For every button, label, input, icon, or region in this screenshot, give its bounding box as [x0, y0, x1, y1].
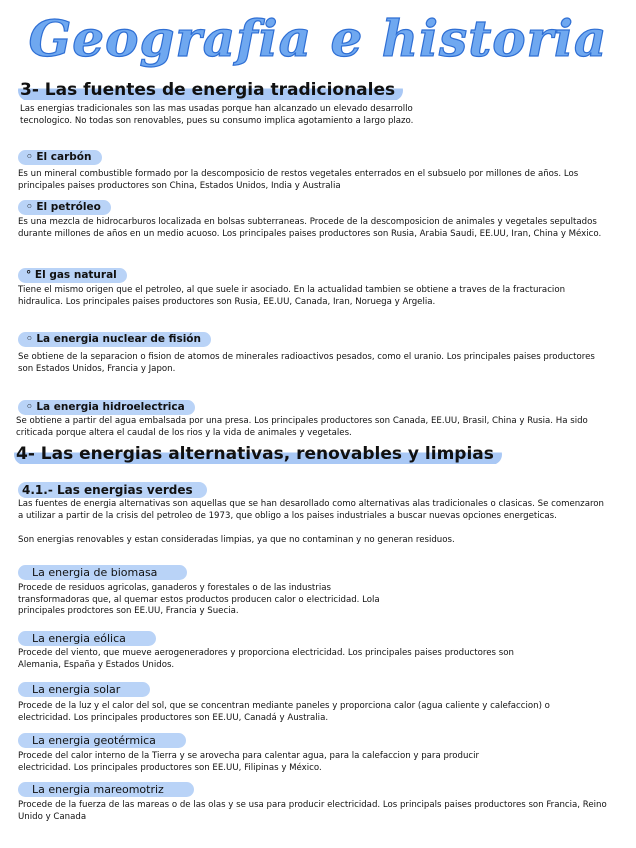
heading-nuclear: ◦ La energia nuclear de fisión [18, 332, 211, 347]
heading-gas-natural: ° El gas natural [18, 268, 127, 283]
heading-biomasa: La energia de biomasa [18, 565, 187, 580]
heading-solar: La energia solar [18, 682, 150, 697]
heading-carbon: ◦ El carbón [18, 150, 102, 165]
section-4-heading: 4- Las energias alternativas, renovables y limpias [14, 444, 502, 465]
text-eolica: Procede del viento, que mueve aerogeneradores y proporciona electricidad. Los principales paises productores son Alemania, España y Estados Unidos. [18, 648, 514, 670]
text-geotermica: Procede del calor interno de la Tierra y se arovecha para calentar agua, para la calefaccion y para producir electricidad. Los principales productores son EE.UU, Filipinas y México. [18, 751, 480, 773]
section-3-intro: Las energias tradicionales son las mas usadas porque han alcanzado un elevado desarrollo tecnologico. No todas son renovables, pues su consumo implica agotamiento a largo plazo. [20, 104, 414, 126]
heading-petroleo: ◦ El petróleo [18, 200, 111, 215]
section-4-1-heading: 4.1.- Las energias verdes [18, 482, 207, 498]
text-solar: Procede de la luz y el calor del sol, que se concentran mediante paneles y proporciona calor (agua caliente y calefaccion) o electricidad. Los principales productores son EE.UU, Canadá y Australia. [18, 701, 550, 723]
heading-eolica: La energia eólica [18, 631, 156, 646]
text-petroleo: Es una mezcla de hidrocarburos localizada en bolsas subterraneas. Procede de la descomposicion de animales y vegetales sepultados durante millones de años en un medio acuoso. Los principales paises productores son Rusia, Arabia Saudi, EE.UU, Iran, China y México. [18, 217, 602, 239]
text-nuclear: Se obtiene de la separacion o fision de atomos de minerales radioactivos pesados, como el uranio. Los principales paises productores son Estados Unidos, Francia y Japon. [18, 352, 595, 374]
section-3-heading: 3- Las fuentes de energia tradicionales [18, 80, 403, 101]
text-mareomotriz: Procede de la fuerza de las mareas o de las olas y se usa para producir electricidad. Los principals paises productores son Francia, Reino Unido y Canada [18, 800, 607, 822]
text-gas-natural: Tiene el mismo origen que el petroleo, al que suele ir asociado. En la actualidad tambien se obtiene a traves de la fracturacion hidraulica. Los principales paises productores son Rusia, EE.UU, Canada, Iran, Noruega y Argelia. [18, 285, 566, 307]
heading-hidroelectrica: ◦ La energia hidroelectrica [18, 400, 195, 415]
text-biomasa: Procede de residuos agricolas, ganaderos y forestales o de las industrias transformadoras que, al quemar estos productos producen calor o electricidad. Lola principales prodctores son EE.UU, Francia y Suecia. [18, 583, 380, 617]
text-carbon: Es un mineral combustible formado por la descomposicio de restos vegetales enterrados en el subsuelo por millones de años. Los principales paises productores son China, Estados Unidos, India y Australia [18, 169, 579, 191]
page-title: Geografia e historia [28, 9, 608, 68]
text-hidroelectrica: Se obtiene a partir del agua embalsada por una presa. Los principales productores son Canada, EE.UU, Brasil, China y Rusia. Ha sido criticada porque altera el caudal de los rios y la vida de animales y vegetales. [16, 416, 588, 438]
heading-geotermica: La energia geotérmica [18, 733, 186, 748]
heading-mareomotriz: La energia mareomotriz [18, 782, 194, 797]
section-4-intro: Las fuentes de energia alternativas son aquellas que se han desarollado como alternativas alas tradicionales o clasicas. Se comenzaron a utilizar a partir de la crisis del petroleo de 1973, que obligo a los paises industriales a buscar nuevas opciones energeticas. [18, 499, 605, 521]
section-4-intro-2: Son energias renovables y estan consideradas limpias, ya que no contaminan y no generan residuos. [18, 535, 455, 545]
